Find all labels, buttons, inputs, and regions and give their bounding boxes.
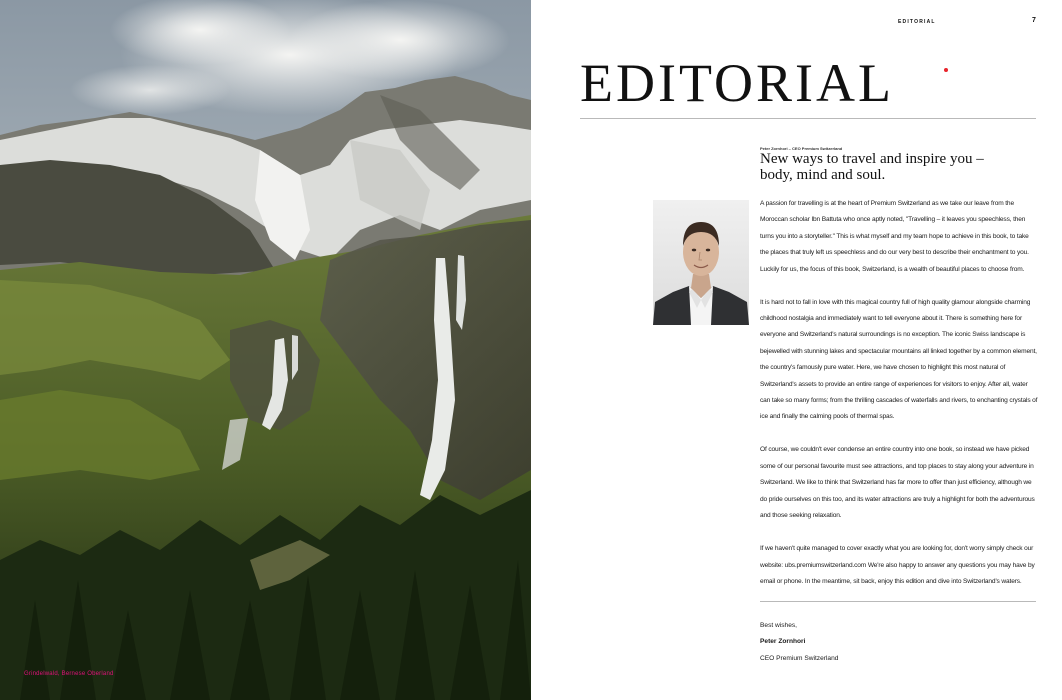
signoff-divider <box>760 601 1036 602</box>
article-headline <box>760 151 1060 183</box>
headline-line-2: body, mind and soul. <box>760 167 886 183</box>
headline-line-1: New ways to travel and inspire you – <box>760 151 984 167</box>
page-title: EDITORIAL <box>580 53 894 113</box>
title-divider <box>580 118 1036 119</box>
body-paragraph: It is hard not to fall in love with this magical country full of high quality glamour alongside charming childhood nostalgia and immediately want to tell everyone about it. There is something here for everyone and Switzerland's natural surroundings is no exception. The iconic Swiss landscape is bejewelled with stunning lakes and spectacular mountains all linked together by a common element, the country's famously pure water. Here, we have chosen to highlight this most natural of Switzerland's assets to provide an entire range of experiences for visitors to enjoy. After all, water can take so many forms; from the thrilling cascades of waterfalls and rivers, to enchanting crystals of ice and finally the calming pools of thermal spas. <box>760 298 1038 421</box>
author-portrait <box>653 200 749 325</box>
signoff-role: CEO Premium Switzerland <box>760 654 839 662</box>
signoff-name: Peter Zornhori <box>760 638 806 646</box>
body-paragraph: Of course, we couldn't ever condense an entire country into one book, so instead we have picked some of our personal favourite must see attractions, and top places to stay along your adventure in Switzerland. We like to think that Switzerland has far more to offer than just efficiency, although we do pride ourselves on this too, and its water attractions are truly a highlight for both the adventurous and those seeking relaxation. <box>760 446 1035 520</box>
title-accent-dot <box>944 68 948 72</box>
page-number: 7 <box>1032 17 1036 24</box>
article-body <box>760 196 1038 607</box>
body-paragraph: If we haven't quite managed to cover exactly what you are looking for, don't worry simply check our website: ubs.premiumswitzerland.com We're also happy to answer any questions you may have by email or phone. In the meantime, sit back, enjoy this edition and dive into Switzerland's waters. <box>760 545 1035 585</box>
running-head: EDITORIAL <box>898 19 936 25</box>
photo-credit: Grindelwald, Bernese Oberland <box>24 671 114 677</box>
body-paragraph: A passion for travelling is at the heart of Premium Switzerland as we take our leave from the Moroccan scholar Ibn Battuta who once aptly noted, "Travelling – it leaves you speechless, then turns you into a storyteller." This is what myself and my team hope to achieve in this book, to take the places that truly left us speechless and do our very best to describe their enchantment to you. Luckily for us, the focus of this book, Switzerland, is a wealth of beautiful places to choose from. <box>760 200 1029 273</box>
signoff <box>760 618 838 667</box>
author-byline: Peter Zornhori – CEO Premium Switzerland <box>760 146 843 151</box>
signoff-greeting: Best wishes, <box>760 622 798 629</box>
editorial-page <box>531 0 1062 700</box>
